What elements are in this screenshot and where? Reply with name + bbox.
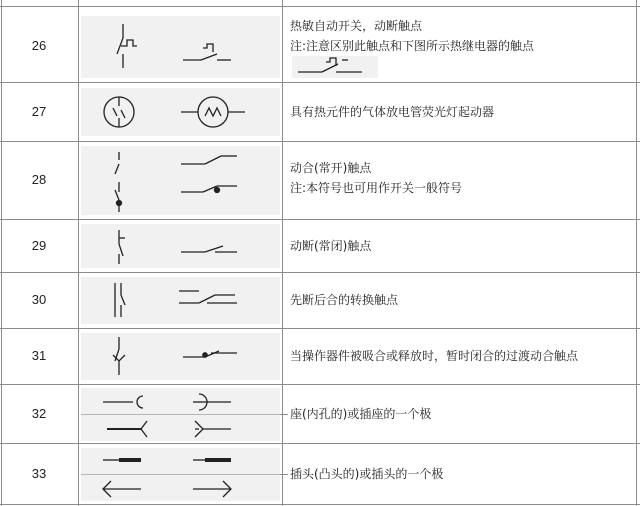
row-number: 29 <box>31 238 47 253</box>
column-divider <box>78 0 79 506</box>
symbol-cell <box>81 277 280 324</box>
column-divider <box>1 0 2 506</box>
symbol-cell <box>81 224 280 268</box>
plug-pole-alt-symbol <box>81 475 280 501</box>
thermal-switch-symbol <box>81 16 280 78</box>
column-divider <box>636 0 637 506</box>
symbol-cell <box>81 415 280 441</box>
break-contact-symbol <box>81 224 280 268</box>
description: 插头(凸头的)或插头的一个极 <box>290 467 444 481</box>
description: 动合(常开)触点 <box>290 161 372 175</box>
symbol-cell <box>81 16 280 78</box>
row-divider <box>0 82 640 83</box>
symbol-cell <box>81 88 280 136</box>
row-number: 32 <box>31 406 47 421</box>
row-divider <box>0 272 640 273</box>
row-divider <box>0 328 640 329</box>
description: 热敏自动开关，动断触点 <box>290 19 423 33</box>
column-divider <box>282 0 283 506</box>
sub-divider <box>280 414 288 415</box>
symbol-cell <box>81 448 280 474</box>
description-note: 注:本符号也可用作开关一般符号 <box>290 181 463 195</box>
symbol-cell <box>81 146 280 215</box>
description: 座(内孔的)或插座的一个极 <box>290 407 432 421</box>
row-number: 31 <box>31 348 47 363</box>
sub-divider <box>280 474 288 475</box>
description: 动断(常闭)触点 <box>290 239 372 253</box>
symbol-cell <box>81 388 280 414</box>
row-number: 33 <box>31 466 47 481</box>
inline-symbol-box <box>292 56 378 78</box>
row-number: 27 <box>31 104 47 119</box>
description: 先断后合的转换触点 <box>290 293 399 307</box>
make-contact-symbol <box>81 146 280 215</box>
row-number: 28 <box>31 172 47 187</box>
description: 具有热元件的气体放电管荧光灯起动器 <box>290 105 495 119</box>
transition-contact-symbol <box>81 333 280 380</box>
row-divider <box>0 6 640 7</box>
socket-pole-alt-symbol <box>81 415 280 441</box>
symbol-cell <box>81 475 280 501</box>
symbol-cell <box>81 333 280 380</box>
starter-symbol <box>81 88 280 136</box>
row-divider <box>0 219 640 220</box>
row-divider <box>0 504 640 505</box>
row-divider <box>0 141 640 142</box>
thermal-relay-contact-symbol <box>292 56 378 78</box>
socket-pole-symbol <box>81 388 280 414</box>
row-divider <box>0 443 640 444</box>
row-divider <box>0 384 640 385</box>
row-number: 30 <box>31 292 47 307</box>
row-number: 26 <box>31 38 47 53</box>
description-note: 注:注意区别此触点和下图所示热继电器的触点 <box>290 39 535 53</box>
description: 当操作器件被吸合或释放时，暂时闭合的过渡动合触点 <box>290 349 579 363</box>
changeover-contact-symbol <box>81 277 280 324</box>
plug-pole-symbol <box>81 448 280 474</box>
